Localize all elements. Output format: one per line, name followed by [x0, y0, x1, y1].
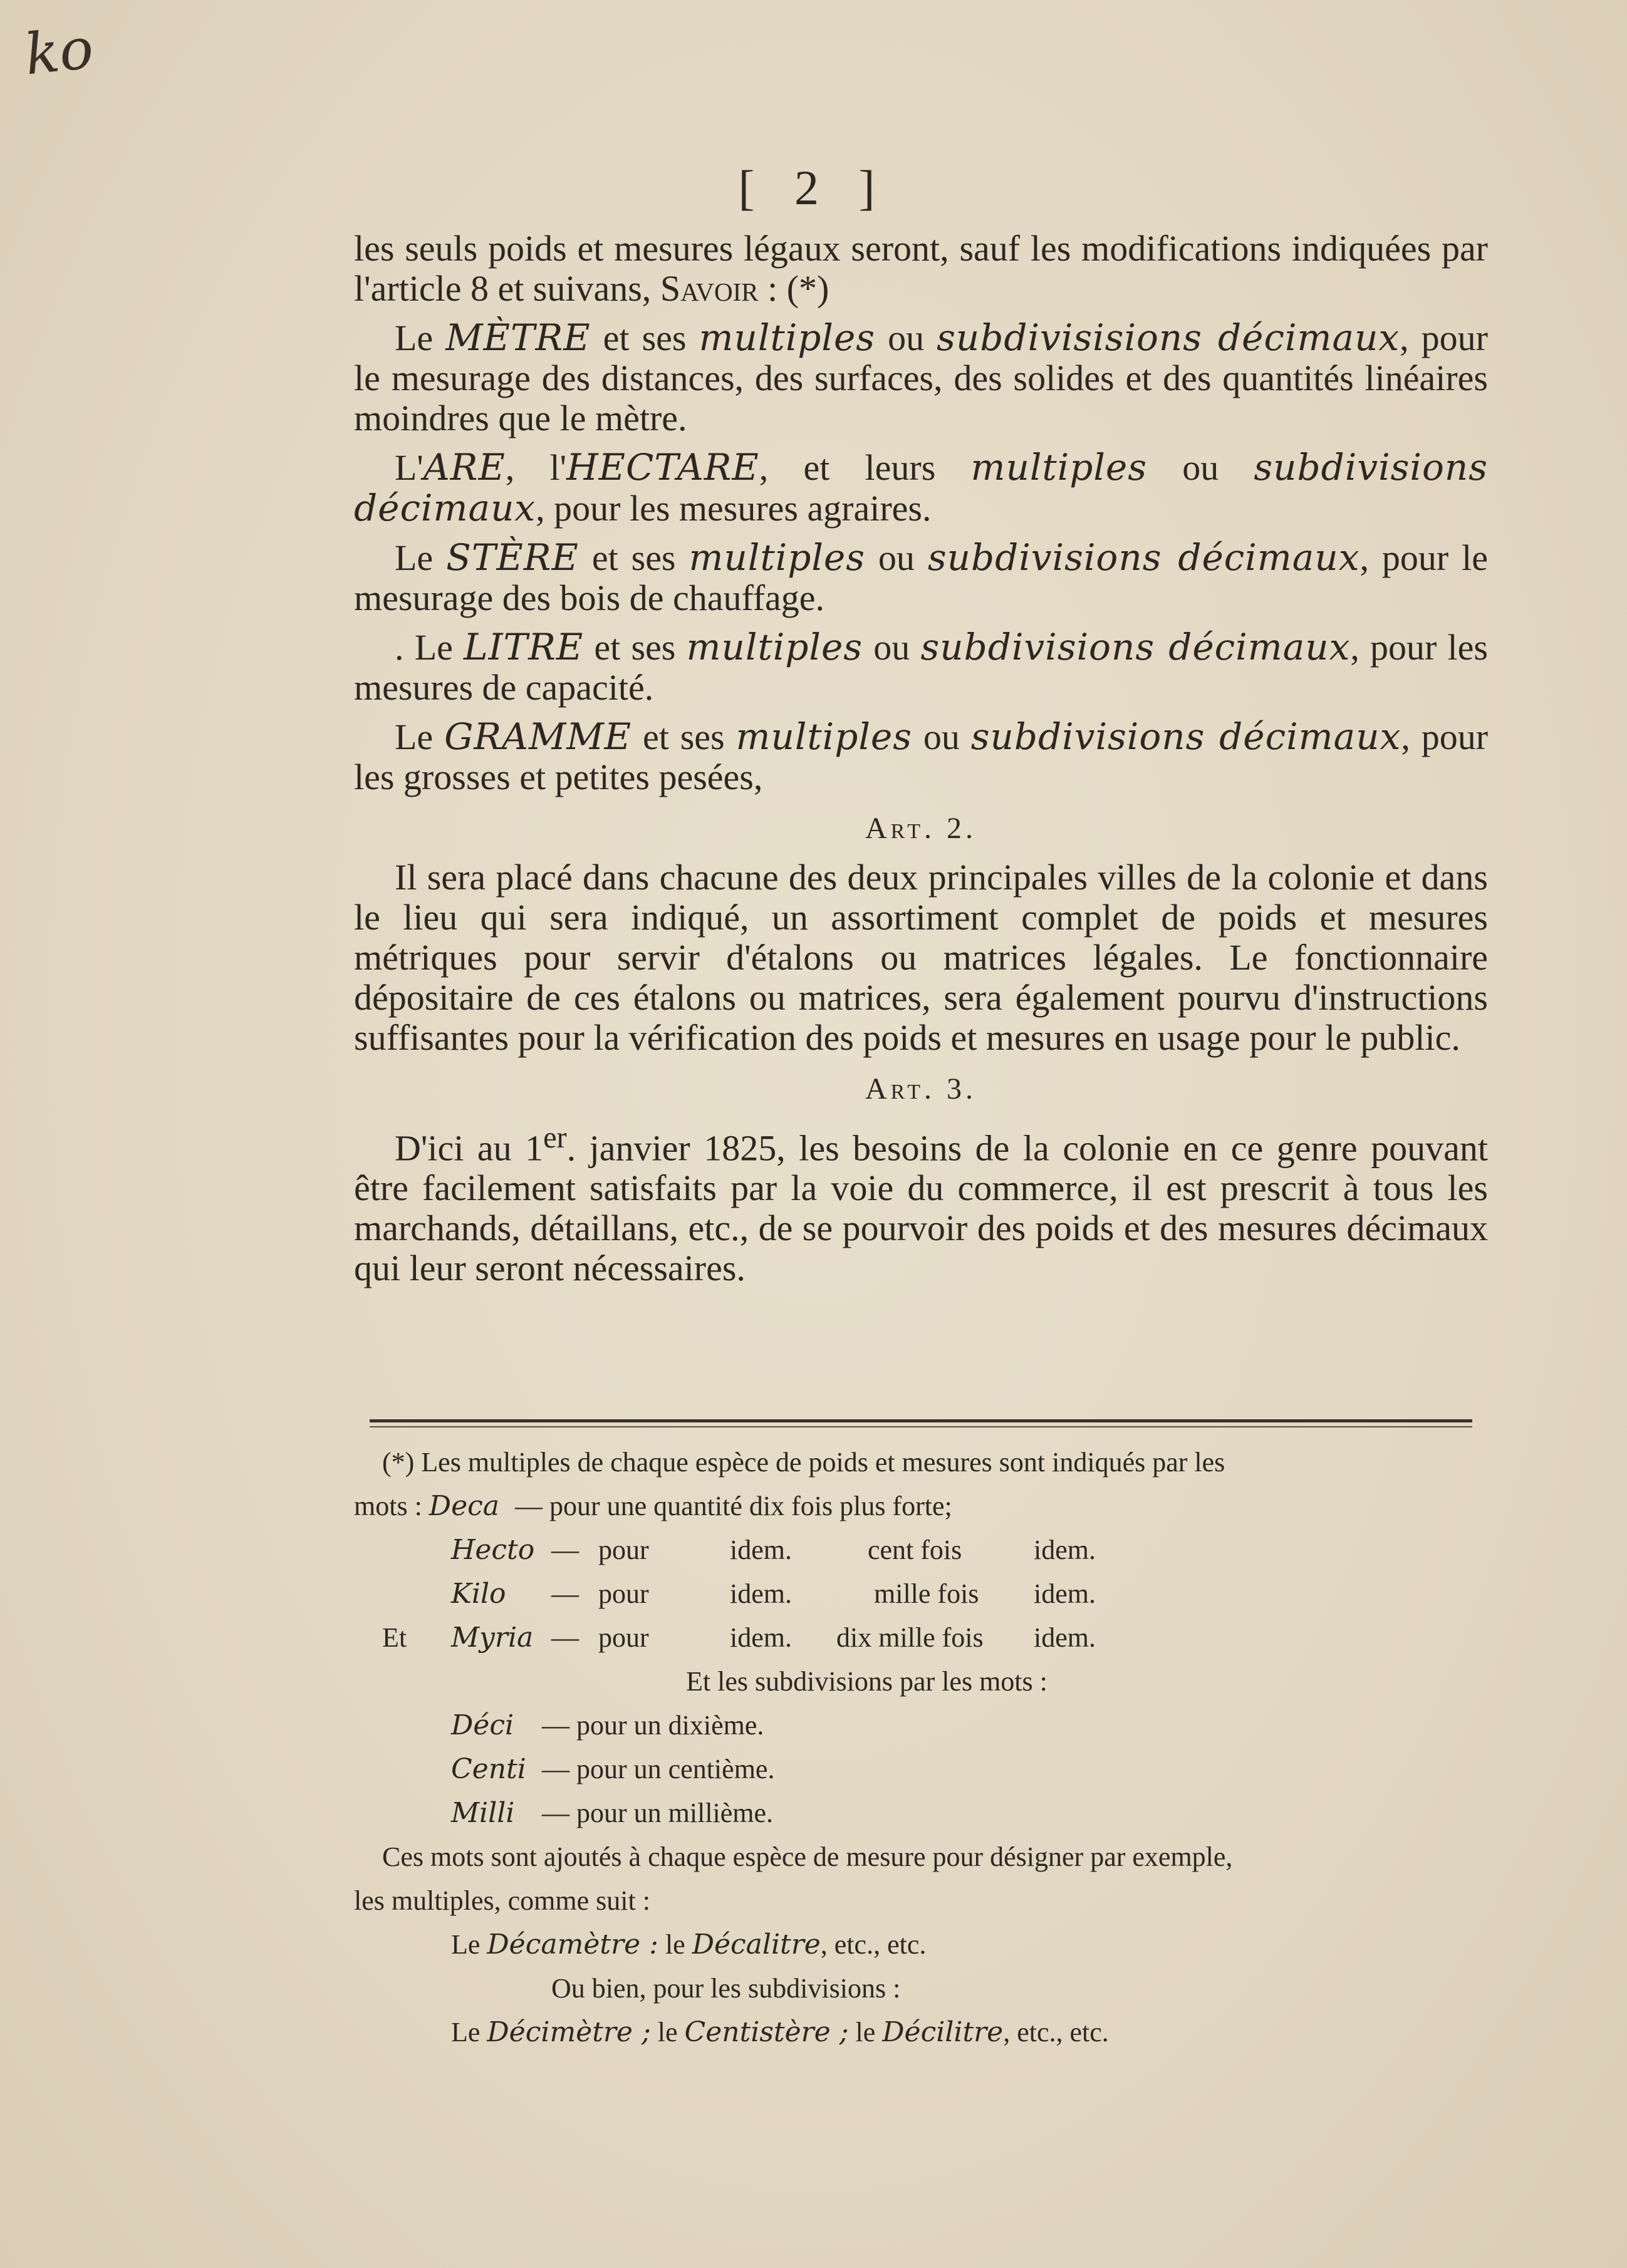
prefix-term: Déci: [451, 1709, 514, 1741]
article-3-heading: Art. 3.: [865, 1072, 977, 1106]
text-segment: : (*): [758, 268, 829, 309]
idem-word: idem.: [730, 1622, 792, 1653]
text-segment: le: [658, 1929, 692, 1960]
text-segment: D'ici au 1: [395, 1127, 544, 1169]
prefix-term: Hecto: [451, 1534, 535, 1566]
text-segment: Le: [395, 318, 446, 358]
multiplier-text: cent fois: [868, 1535, 962, 1565]
text-segment: ou: [875, 318, 937, 358]
paragraph-1: [354, 229, 1488, 309]
text-segment: , pour le mesurage des bois de chauffage.: [354, 537, 1488, 618]
dash: —: [551, 1578, 579, 1609]
text-segment: et ses: [632, 717, 736, 757]
prefix-term: Deca: [429, 1490, 499, 1522]
text-segment: Le: [451, 2017, 487, 2048]
paragraph-metre: [354, 318, 1488, 438]
text-segment: Le: [395, 717, 445, 757]
italic-term: subdivisions décimaux: [927, 536, 1360, 579]
example-subdivisions: [354, 2011, 1488, 2054]
paragraph-litre: [354, 627, 1488, 708]
text-segment: et ses: [590, 318, 699, 358]
dash: —: [551, 1622, 579, 1653]
dash: —: [551, 1535, 579, 1565]
text-segment: , pour les grosses et petites pesées,: [354, 717, 1489, 797]
text-segment: , pour le mesurage des distances, des surfaces, des solides et des quantités linéaires moindres que le mètre.: [354, 318, 1488, 438]
main-text: [354, 229, 1488, 1297]
row-prefix: Et: [382, 1622, 407, 1653]
text-segment: le: [848, 2017, 883, 2048]
text-segment: L': [395, 447, 424, 488]
text-segment: le: [650, 2017, 685, 2048]
italic-term: multiples: [970, 446, 1147, 489]
footnote-intro-line: (*) Les multiples de chaque espèce de poids et mesures sont indiqués par les: [382, 1447, 1225, 1478]
text-segment: Le: [395, 537, 447, 578]
ou-bien-line: Ou bien, pour les subdivisions :: [551, 1973, 901, 2004]
text-segment: ou: [863, 627, 921, 668]
text-segment: , et leurs: [759, 447, 971, 488]
multiplier-text: dix mille fois: [836, 1622, 984, 1653]
ces-mots-line: Ces mots sont ajoutés à chaque espèce de mesure pour désigner par exemple,: [382, 1841, 1233, 1872]
text-segment: ou: [912, 717, 971, 757]
example-term: Décilitre: [882, 2016, 1004, 2048]
multiplier-text: mille fois: [874, 1578, 979, 1609]
unit-term: LITRE: [464, 626, 584, 668]
paragraph-gramme: [354, 717, 1488, 797]
paragraph-are: [354, 447, 1488, 529]
unit-term: GRAMME: [444, 715, 632, 758]
text-segment: , pour les mesures agraires.: [536, 488, 932, 529]
subdivision-row: [354, 1791, 1488, 1835]
subdivision-text: — pour un centième.: [542, 1754, 775, 1784]
example-term: Décimètre ;: [487, 2016, 651, 2048]
subdivision-text: — pour un millième.: [542, 1798, 774, 1828]
italic-term: subdivisions décimaux: [970, 715, 1401, 758]
pour-word: pour: [598, 1535, 649, 1565]
text-segment: , etc., etc.: [1003, 2017, 1109, 2048]
footnote-deca-line: [354, 1484, 1488, 1528]
idem-word: idem.: [1034, 1622, 1096, 1653]
italic-term: subdivisions décimaux: [920, 626, 1351, 668]
idem-word: idem.: [1034, 1535, 1096, 1565]
italic-term: subdivisisions décimaux: [937, 316, 1400, 359]
text-segment: mots :: [354, 1491, 429, 1521]
text-segment: , pour les mesures de capacité.: [354, 627, 1488, 708]
text-segment: , etc., etc.: [820, 1929, 927, 1960]
example-multiples: [354, 1923, 1488, 1967]
idem-word: idem.: [730, 1578, 792, 1609]
subdivision-text: — pour un dixième.: [542, 1710, 764, 1741]
unit-term: HECTARE: [566, 446, 759, 489]
example-term: Décamètre :: [487, 1929, 658, 1960]
text-segment: Le: [451, 1929, 487, 1960]
superscript: er: [543, 1121, 567, 1154]
italic-term: multiples: [686, 626, 863, 668]
article-3-text: [354, 1118, 1488, 1288]
text-segment: ou: [1147, 447, 1254, 488]
multiple-row: [354, 1572, 1488, 1616]
footnote: [354, 1441, 1488, 2054]
italic-term: multiples: [689, 536, 865, 579]
prefix-term: Myria: [451, 1622, 534, 1654]
unit-term: STÈRE: [446, 536, 579, 579]
article-2-text: Il sera placé dans chacune des deux principales villes de la colonie et dans le lieu qui sera indiqué, un assortiment complet de poids et mesures métriques pour servir d'étalons ou matrices légales. Le fonctionnaire dépositaire de ces étalons ou matrices, sera également pourvu d'instructions suffisantes pour la vérification des poids et mesures en usage pour le public.: [354, 857, 1488, 1058]
example-term: Décalitre: [692, 1929, 821, 1960]
italic-term: subdivisions décimaux: [354, 446, 1488, 529]
handwritten-margin-note: ko: [21, 15, 96, 88]
pour-word: pour: [598, 1622, 649, 1653]
divider-rule: [370, 1419, 1472, 1427]
subdivisions-intro: Et les subdivisions par les mots :: [686, 1666, 1047, 1697]
text-segment: les seuls poids et mesures légaux seront, sauf les modifications indiquées par l'article 8 et suivans,: [354, 228, 1488, 309]
idem-word: idem.: [1034, 1578, 1096, 1609]
text-segment: , l': [505, 447, 567, 488]
subdivision-row: [354, 1704, 1488, 1748]
example-term: Centistère ;: [684, 2016, 849, 2048]
prefix-term: Kilo: [451, 1578, 506, 1610]
prefix-term: Milli: [451, 1797, 515, 1829]
page-number: [ 2 ]: [738, 160, 889, 215]
italic-term: multiples: [699, 316, 876, 359]
paragraph-stere: [354, 537, 1488, 618]
prefix-term: Centi: [451, 1753, 526, 1785]
text-segment: . janvier 1825, les besoins de la colonie en ce genre pouvant être facilement satisfaits par la voie du commerce, il est prescrit à tous les marchands, détaillans, etc., de se pourvoir des poids et des mesures décimaux qui leur seront nécessaires.: [354, 1127, 1488, 1289]
italic-term: multiples: [736, 715, 912, 758]
pour-word: pour: [598, 1578, 649, 1609]
multiple-row: [354, 1616, 1488, 1660]
text-segment: . Le: [395, 627, 464, 668]
text-segment: et ses: [583, 627, 687, 668]
unit-term: ARE: [423, 446, 506, 489]
article-2-heading: Art. 2.: [865, 812, 977, 845]
subdivision-row: [354, 1748, 1488, 1791]
savoir-word: Savoir: [660, 268, 759, 309]
text-segment: et ses: [578, 537, 689, 578]
text-segment: — pour une quantité dix fois plus forte;: [515, 1491, 952, 1521]
multiple-row: [354, 1528, 1488, 1572]
unit-term: MÈTRE: [445, 316, 591, 359]
text-segment: ou: [865, 537, 928, 578]
ces-mots-line-2: les multiples, comme suit :: [354, 1885, 650, 1916]
idem-word: idem.: [730, 1535, 792, 1565]
